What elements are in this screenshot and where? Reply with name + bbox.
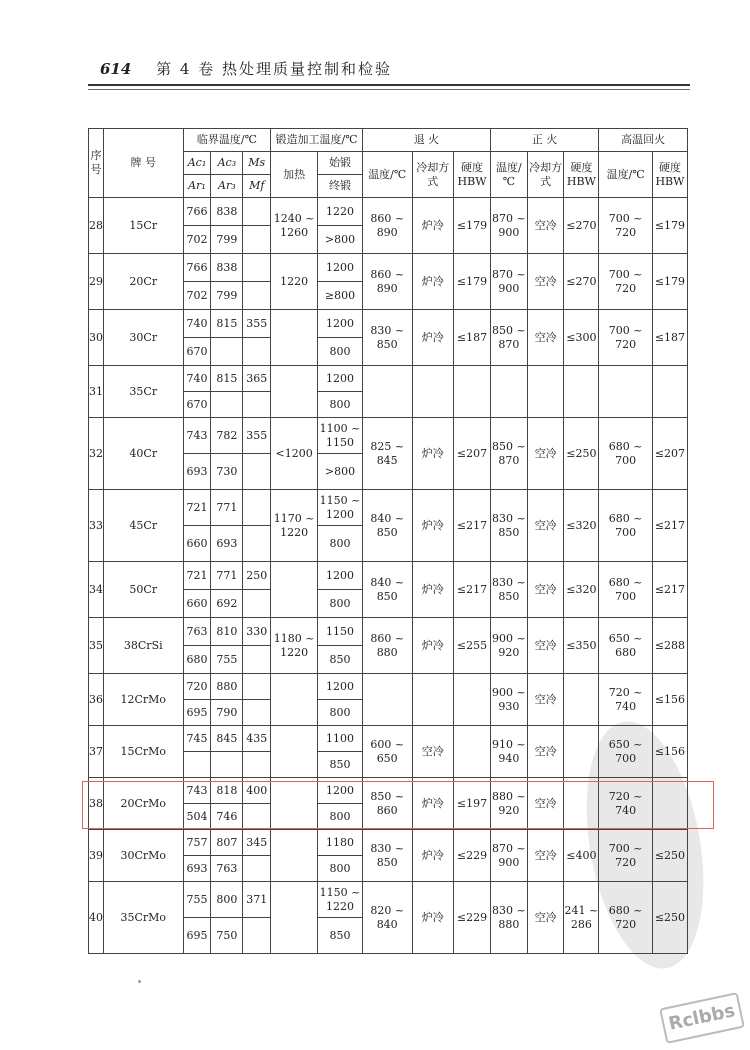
row-number: 28: [89, 198, 104, 254]
cell-ar1: 702: [183, 282, 211, 310]
cell-anneal-cool: 炉冷: [412, 778, 454, 830]
cell-ac1: 757: [183, 830, 211, 856]
cell-ar1: [183, 752, 211, 778]
header-ar3: Ar₃: [211, 175, 243, 198]
cell-ac1: 743: [183, 418, 211, 454]
cell-start-forging: 1150: [318, 618, 363, 646]
cell-ar3: 730: [211, 454, 243, 490]
row-grade: 15Cr: [104, 198, 184, 254]
row-grade: 38CrSi: [104, 618, 184, 674]
cell-anneal-hard: [454, 726, 491, 778]
cell-mf: [243, 646, 271, 674]
header-seq: 序号: [89, 129, 104, 198]
cell-normalize-cool: 空冷: [527, 310, 564, 366]
cell-ar1: 695: [183, 700, 211, 726]
cell-ac3: 810: [211, 618, 243, 646]
cell-mf: [243, 752, 271, 778]
cell-normalize-hard: ≤270: [564, 198, 599, 254]
cell-temper-hard: ≤179: [652, 198, 687, 254]
cell-ar1: 660: [183, 590, 211, 618]
cell-start-forging: 1200: [318, 562, 363, 590]
cell-ar1: 693: [183, 454, 211, 490]
cell-ac1: 766: [183, 198, 211, 226]
table-row: [89, 490, 688, 526]
cell-ac3: 815: [211, 366, 243, 392]
header-grade: 牌 号: [104, 129, 184, 198]
cell-normalize-temp: 830 ~ 850: [490, 562, 527, 618]
row-grade: 20CrMo: [104, 778, 184, 830]
cell-end-forging: 850: [318, 752, 363, 778]
cell-temper-hard: ≤217: [652, 490, 687, 562]
table-row: [89, 726, 688, 752]
cell-ar3: [211, 392, 243, 418]
cell-temper-hard: ≤288: [652, 618, 687, 674]
cell-temper-temp: 700 ~ 720: [599, 830, 653, 882]
cell-end-forging: 800: [318, 856, 363, 882]
cell-ar3: 746: [211, 804, 243, 830]
cell-ac3: 800: [211, 882, 243, 918]
cell-start-forging: 1200: [318, 310, 363, 338]
table-row: [89, 366, 688, 392]
header-end-forging: 终锻: [318, 175, 363, 198]
cell-anneal-hard: ≤187: [454, 310, 491, 366]
cell-ac3: 838: [211, 198, 243, 226]
cell-anneal-hard: [454, 674, 491, 726]
cell-temper-hard: ≤250: [652, 882, 687, 954]
cell-anneal-hard: ≤179: [454, 198, 491, 254]
header-critical-temp: 临界温度/℃: [183, 129, 271, 152]
cell-normalize-cool: 空冷: [527, 618, 564, 674]
header-anneal: 退 火: [362, 129, 490, 152]
cell-mf: [243, 282, 271, 310]
cell-ac3: 807: [211, 830, 243, 856]
cell-normalize-temp: 900 ~ 920: [490, 618, 527, 674]
cell-anneal-temp: [362, 674, 412, 726]
cell-anneal-cool: 炉冷: [412, 254, 454, 310]
cell-ms: [243, 254, 271, 282]
cell-temper-temp: 650 ~ 680: [599, 618, 653, 674]
cell-normalize-cool: 空冷: [527, 418, 564, 490]
cell-start-forging: 1100 ~ 1150: [318, 418, 363, 454]
cell-normalize-cool: 空冷: [527, 778, 564, 830]
table-row: [89, 562, 688, 590]
cell-normalize-hard: ≤400: [564, 830, 599, 882]
page-number: 614: [100, 60, 132, 78]
row-number: 36: [89, 674, 104, 726]
cell-normalize-cool: 空冷: [527, 490, 564, 562]
header-rule: [88, 84, 690, 86]
header-heating: 加热: [271, 152, 318, 198]
cell-heating: [271, 562, 318, 618]
cell-ar3: [211, 752, 243, 778]
cell-ar3: 799: [211, 226, 243, 254]
header-normalize-cool: 冷却方式: [527, 152, 564, 198]
cell-temper-temp: 700 ~ 720: [599, 198, 653, 254]
cell-ms: 345: [243, 830, 271, 856]
cell-ms: 435: [243, 726, 271, 752]
cell-normalize-cool: 空冷: [527, 726, 564, 778]
cell-ac3: 845: [211, 726, 243, 752]
cell-end-forging: >800: [318, 226, 363, 254]
cell-temper-temp: 720 ~ 740: [599, 674, 653, 726]
cell-ac1: 763: [183, 618, 211, 646]
header-normalize-temp: 温度/℃: [490, 152, 527, 198]
row-number: 40: [89, 882, 104, 954]
cell-heating: [271, 310, 318, 366]
row-number: 33: [89, 490, 104, 562]
cell-mf: [243, 338, 271, 366]
cell-anneal-cool: 空冷: [412, 726, 454, 778]
row-grade: 35CrMo: [104, 882, 184, 954]
cell-ac1: 766: [183, 254, 211, 282]
cell-start-forging: 1150 ~ 1200: [318, 490, 363, 526]
cell-temper-temp: 680 ~ 720: [599, 882, 653, 954]
cell-mf: [243, 526, 271, 562]
row-number: 31: [89, 366, 104, 418]
cell-end-forging: 800: [318, 590, 363, 618]
cell-start-forging: 1200: [318, 778, 363, 804]
cell-start-forging: 1200: [318, 366, 363, 392]
header-rule-thin: [88, 89, 690, 90]
cell-mf: [243, 700, 271, 726]
row-number: 35: [89, 618, 104, 674]
cell-ar3: 763: [211, 856, 243, 882]
cell-mf: [243, 392, 271, 418]
cell-heating: [271, 674, 318, 726]
cell-normalize-temp: 900 ~ 930: [490, 674, 527, 726]
cell-normalize-cool: 空冷: [527, 198, 564, 254]
header-normalize: 正 火: [490, 129, 598, 152]
cell-heating: [271, 726, 318, 778]
cell-ac1: 755: [183, 882, 211, 918]
row-number: 34: [89, 562, 104, 618]
row-grade: 12CrMo: [104, 674, 184, 726]
cell-normalize-temp: 910 ~ 940: [490, 726, 527, 778]
cell-anneal-hard: ≤229: [454, 882, 491, 954]
cell-normalize-hard: ≤250: [564, 418, 599, 490]
cell-ac1: 721: [183, 490, 211, 526]
cell-mf: [243, 856, 271, 882]
specks: [138, 980, 141, 983]
cell-ar3: 799: [211, 282, 243, 310]
cell-normalize-cool: 空冷: [527, 830, 564, 882]
row-number: 30: [89, 310, 104, 366]
cell-temper-hard: [652, 778, 687, 830]
cell-anneal-hard: ≤207: [454, 418, 491, 490]
table-row: [89, 254, 688, 282]
cell-temper-temp: 700 ~ 720: [599, 310, 653, 366]
cell-mf: [243, 454, 271, 490]
page-title: 第 4 卷 热处理质量控制和检验: [156, 60, 392, 78]
cell-anneal-hard: ≤217: [454, 490, 491, 562]
cell-normalize-hard: ≤350: [564, 618, 599, 674]
cell-ar1: 702: [183, 226, 211, 254]
cell-mf: [243, 918, 271, 954]
cell-ar1: 504: [183, 804, 211, 830]
cell-ms: [243, 198, 271, 226]
cell-start-forging: 1200: [318, 674, 363, 700]
cell-anneal-hard: ≤179: [454, 254, 491, 310]
cell-anneal-cool: 炉冷: [412, 882, 454, 954]
cell-temper-temp: 720 ~ 740: [599, 778, 653, 830]
cell-ar1: 670: [183, 338, 211, 366]
cell-normalize-hard: 241 ~ 286: [564, 882, 599, 954]
cell-mf: [243, 226, 271, 254]
row-number: 39: [89, 830, 104, 882]
cell-temper-temp: 680 ~ 700: [599, 562, 653, 618]
cell-end-forging: 800: [318, 700, 363, 726]
cell-anneal-cool: 炉冷: [412, 830, 454, 882]
cell-ms: 371: [243, 882, 271, 918]
cell-heating: 1170 ~ 1220: [271, 490, 318, 562]
cell-anneal-cool: [412, 674, 454, 726]
cell-ms: 355: [243, 418, 271, 454]
cell-ms: 355: [243, 310, 271, 338]
cell-normalize-temp: [490, 366, 527, 418]
header-ar1: Ar₁: [183, 175, 211, 198]
cell-normalize-temp: 830 ~ 850: [490, 490, 527, 562]
table-row: [89, 882, 688, 918]
cell-start-forging: 1180: [318, 830, 363, 856]
cell-normalize-hard: ≤300: [564, 310, 599, 366]
cell-anneal-hard: ≤229: [454, 830, 491, 882]
cell-heating: [271, 830, 318, 882]
cell-ms: [243, 490, 271, 526]
cell-end-forging: 800: [318, 392, 363, 418]
cell-ar3: 692: [211, 590, 243, 618]
cell-normalize-temp: 870 ~ 900: [490, 830, 527, 882]
cell-ms: 365: [243, 366, 271, 392]
cell-anneal-temp: 860 ~ 890: [362, 198, 412, 254]
table-row: [89, 418, 688, 454]
cell-temper-hard: ≤156: [652, 674, 687, 726]
cell-start-forging: 1150 ~ 1220: [318, 882, 363, 918]
row-number: 38: [89, 778, 104, 830]
cell-temper-hard: ≤217: [652, 562, 687, 618]
cell-temper-temp: 650 ~ 700: [599, 726, 653, 778]
cell-temper-hard: ≤156: [652, 726, 687, 778]
cell-normalize-temp: 870 ~ 900: [490, 198, 527, 254]
cell-anneal-temp: 860 ~ 880: [362, 618, 412, 674]
cell-anneal-temp: 600 ~ 650: [362, 726, 412, 778]
cell-anneal-temp: 840 ~ 850: [362, 490, 412, 562]
cell-normalize-cool: 空冷: [527, 562, 564, 618]
row-number: 29: [89, 254, 104, 310]
cell-normalize-hard: ≤320: [564, 490, 599, 562]
cell-ac3: 771: [211, 490, 243, 526]
cell-ac1: 721: [183, 562, 211, 590]
header-forging-temp: 锻造加工温度/℃: [271, 129, 363, 152]
header-anneal-temp: 温度/℃: [362, 152, 412, 198]
cell-ac3: 815: [211, 310, 243, 338]
row-grade: 35Cr: [104, 366, 184, 418]
cell-ar3: 755: [211, 646, 243, 674]
row-grade: 30Cr: [104, 310, 184, 366]
header-normalize-hard: 硬度HBW: [564, 152, 599, 198]
row-grade: 20Cr: [104, 254, 184, 310]
cell-heating: [271, 366, 318, 418]
cell-mf: [243, 804, 271, 830]
cell-ar3: 750: [211, 918, 243, 954]
table-row: [89, 674, 688, 700]
table-body: [89, 198, 688, 954]
row-grade: 15CrMo: [104, 726, 184, 778]
cell-heating: 1220: [271, 254, 318, 310]
cell-heating: <1200: [271, 418, 318, 490]
cell-ac1: 720: [183, 674, 211, 700]
cell-end-forging: 850: [318, 646, 363, 674]
cell-heating: 1240 ~ 1260: [271, 198, 318, 254]
cell-start-forging: 1200: [318, 254, 363, 282]
cell-normalize-cool: 空冷: [527, 882, 564, 954]
cell-ac1: 740: [183, 366, 211, 392]
cell-anneal-cool: 炉冷: [412, 418, 454, 490]
header-ac3: Ac₃: [211, 152, 243, 175]
cell-normalize-hard: [564, 726, 599, 778]
cell-normalize-hard: ≤270: [564, 254, 599, 310]
cell-temper-hard: [652, 366, 687, 418]
row-grade: 40Cr: [104, 418, 184, 490]
header-temper: 高温回火: [599, 129, 688, 152]
cell-ms: 400: [243, 778, 271, 804]
cell-normalize-temp: 870 ~ 900: [490, 254, 527, 310]
row-number: 37: [89, 726, 104, 778]
header-start-forging: 始锻: [318, 152, 363, 175]
row-number: 32: [89, 418, 104, 490]
cell-ms: [243, 674, 271, 700]
cell-normalize-hard: ≤320: [564, 562, 599, 618]
page-header: [100, 58, 392, 79]
cell-ac3: 838: [211, 254, 243, 282]
cell-anneal-hard: [454, 366, 491, 418]
cell-anneal-temp: 850 ~ 860: [362, 778, 412, 830]
cell-end-forging: 800: [318, 338, 363, 366]
cell-anneal-hard: ≤197: [454, 778, 491, 830]
cell-end-forging: 800: [318, 526, 363, 562]
table-row: [89, 618, 688, 646]
cell-temper-temp: 700 ~ 720: [599, 254, 653, 310]
cell-ar1: 660: [183, 526, 211, 562]
cell-ac1: 745: [183, 726, 211, 752]
cell-temper-hard: ≤179: [652, 254, 687, 310]
row-grade: 50Cr: [104, 562, 184, 618]
cell-anneal-hard: ≤255: [454, 618, 491, 674]
cell-anneal-cool: [412, 366, 454, 418]
header-temper-temp: 温度/℃: [599, 152, 653, 198]
cell-anneal-temp: 830 ~ 850: [362, 830, 412, 882]
cell-ms: 330: [243, 618, 271, 646]
header-ac1: Ac₁: [183, 152, 211, 175]
cell-temper-hard: ≤207: [652, 418, 687, 490]
table-row: [89, 778, 688, 804]
cell-start-forging: 1220: [318, 198, 363, 226]
row-grade: 45Cr: [104, 490, 184, 562]
cell-anneal-temp: 860 ~ 890: [362, 254, 412, 310]
cell-ac3: 771: [211, 562, 243, 590]
cell-heating: [271, 778, 318, 830]
cell-mf: [243, 590, 271, 618]
cell-normalize-temp: 850 ~ 870: [490, 310, 527, 366]
cell-heating: 1180 ~ 1220: [271, 618, 318, 674]
header-anneal-hard: 硬度HBW: [454, 152, 491, 198]
cell-end-forging: 850: [318, 918, 363, 954]
cell-ar3: 693: [211, 526, 243, 562]
cell-normalize-cool: [527, 366, 564, 418]
watermark-logo: Rclbbs: [659, 992, 745, 1044]
cell-end-forging: >800: [318, 454, 363, 490]
cell-end-forging: 800: [318, 804, 363, 830]
cell-normalize-cool: 空冷: [527, 674, 564, 726]
cell-ac3: 818: [211, 778, 243, 804]
header-temper-hard: 硬度HBW: [652, 152, 687, 198]
cell-ar1: 680: [183, 646, 211, 674]
cell-normalize-cool: 空冷: [527, 254, 564, 310]
cell-temper-temp: 680 ~ 700: [599, 418, 653, 490]
cell-ar1: 693: [183, 856, 211, 882]
table-row: [89, 198, 688, 226]
cell-ar1: 695: [183, 918, 211, 954]
table-row: [89, 830, 688, 856]
cell-anneal-temp: [362, 366, 412, 418]
header-mf: Mf: [243, 175, 271, 198]
cell-anneal-cool: 炉冷: [412, 562, 454, 618]
cell-anneal-cool: 炉冷: [412, 198, 454, 254]
cell-ms: 250: [243, 562, 271, 590]
cell-anneal-temp: 840 ~ 850: [362, 562, 412, 618]
header-ms: Ms: [243, 152, 271, 175]
row-grade: 30CrMo: [104, 830, 184, 882]
cell-ar3: 790: [211, 700, 243, 726]
cell-temper-hard: ≤187: [652, 310, 687, 366]
heat-treatment-table: [88, 128, 688, 954]
cell-heating: [271, 882, 318, 954]
cell-ac1: 740: [183, 310, 211, 338]
cell-anneal-temp: 830 ~ 850: [362, 310, 412, 366]
cell-temper-temp: 680 ~ 700: [599, 490, 653, 562]
cell-normalize-hard: [564, 778, 599, 830]
cell-anneal-temp: 820 ~ 840: [362, 882, 412, 954]
cell-start-forging: 1100: [318, 726, 363, 752]
cell-ac1: 743: [183, 778, 211, 804]
cell-normalize-temp: 880 ~ 920: [490, 778, 527, 830]
cell-anneal-hard: ≤217: [454, 562, 491, 618]
cell-normalize-temp: 850 ~ 870: [490, 418, 527, 490]
cell-temper-hard: ≤250: [652, 830, 687, 882]
header-anneal-cool: 冷却方式: [412, 152, 454, 198]
cell-anneal-cool: 炉冷: [412, 618, 454, 674]
cell-ac3: 782: [211, 418, 243, 454]
cell-end-forging: ≥800: [318, 282, 363, 310]
cell-anneal-cool: 炉冷: [412, 490, 454, 562]
cell-ar1: 670: [183, 392, 211, 418]
table-row: [89, 310, 688, 338]
cell-temper-temp: [599, 366, 653, 418]
cell-ar3: [211, 338, 243, 366]
cell-anneal-cool: 炉冷: [412, 310, 454, 366]
cell-ac3: 880: [211, 674, 243, 700]
cell-normalize-temp: 830 ~ 880: [490, 882, 527, 954]
cell-normalize-hard: [564, 674, 599, 726]
cell-normalize-hard: [564, 366, 599, 418]
cell-anneal-temp: 825 ~ 845: [362, 418, 412, 490]
